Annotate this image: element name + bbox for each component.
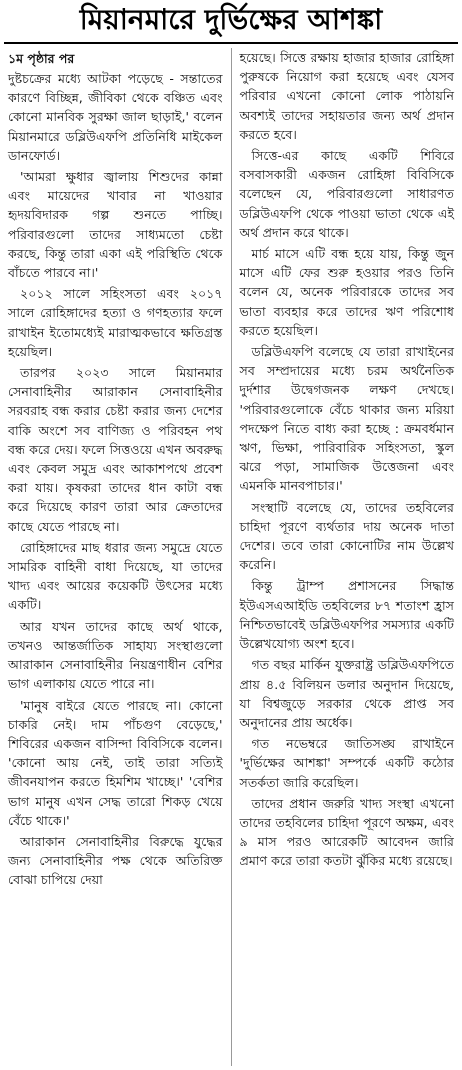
left-column bbox=[4, 48, 232, 1066]
paragraph: আরাকান সেনাবাহিনীর বিরুদ্ধে যুদ্ধের জন্য সেনাবাহিনীর পক্ষ থেকে অতিরিক্ত বোঝা চাপিয়ে দেয়া bbox=[8, 833, 223, 888]
paragraph: গত বছর মার্কিন যুক্তরাষ্ট্র ডব্লিউএফপিতে প্রায় ৪.৫ বিলিয়ন ডলার অনুদান দিয়েছে, যা বিশ্বজুড়ে সরকার থেকে প্রাপ্ত সব অনুদানের প্রায় অর্ধেক। bbox=[239, 657, 454, 730]
headline: মিয়ানমারে দুর্ভিক্ষের আশঙ্কা bbox=[4, 0, 458, 44]
paragraph: ডব্লিউএফপি বলেছে যে তারা রাখাইনের সব সম্প্রদায়ের মধ্যে চরম অর্থনৈতিক দুর্দশার উদ্বেগজনক লক্ষণ দেখছে। 'পরিবারগুলোকে বেঁচে থাকার জন্য মরিয়া পদক্ষেপ নিতে বাধ্য করা হচ্ছে : ক্রমবর্ধমান ঋণ, ভিক্ষা, পারিবারিক সহিংসতা, স্কুল ঝরে পড়া, সামাজিক উত্তেজনা এবং এমনকি মানবপাচার।' bbox=[239, 344, 454, 494]
paragraph: সিত্তে-এর কাছে একটি শিবিরে বসবাসকারী একজন রোহিঙ্গা বিবিসিকে বলেছেন যে, পরিবারগুলো সাধারণত ডব্লিউএফপি থেকে পাওয়া ভাতা থেকে এই অর্থ প্রদান করে থাকে। bbox=[239, 148, 454, 240]
paragraph: রোহিঙ্গাদের মাছ ধরার জন্য সমুদ্রে যেতে সামরিক বাহিনী বাধা দিয়েছে, যা তাদের খাদ্য এবং আয়ের কয়েকটি উৎসের মধ্যে একটি। bbox=[8, 539, 223, 613]
continued-from-label: ১ম পৃষ্ঠার পর bbox=[8, 51, 75, 66]
paragraph: মার্চ মাসে এটি বন্ধ হয়ে যায়, কিন্তু জুন মাসে এটি ফের শুরু হওয়ার পরও তিনি বলেন যে, অনেক পরিবারকে তাদের সব ভাতা ব্যবহার করে তাদের ঋণ পরিশোধ করতে হয়েছিল। bbox=[239, 246, 454, 338]
article-body bbox=[4, 48, 458, 1066]
paragraph: 'আমরা ক্ষুধার জ্বালায় শিশুদের কান্না এবং মায়েদের খাবার না খাওয়ার হৃদয়বিদারক গল্প শুনতে পাচ্ছি। পরিবারগুলো তাদের সাধ্যমতো চেষ্টা করছে, কিন্তু তারা একা এই পরিস্থিতি থেকে বাঁচতে পারবে না।' bbox=[8, 169, 223, 281]
paragraph: সংস্থাটি বলেছে যে, তাদের তহবিলের চাহিদা পূরণে ব্যর্থতার দায় অনেক দাতা দেশের। তবে তারা কোনোটির নাম উল্লেখ করেনি। bbox=[239, 499, 454, 573]
paragraph: ২০১২ সালে সহিংসতা এবং ২০১৭ সালে রোহিঙ্গাদের হত্যা ও গণহত্যার ফলে রাখাইন ইতোমধ্যেই মারাত্মকভাবে ক্ষতিগ্রস্ত হয়েছিল। bbox=[8, 286, 223, 359]
right-column bbox=[232, 48, 459, 1066]
paragraph: গত নভেম্বরে জাতিসঙ্ঘ রাখাইনে 'দুর্ভিক্ষের আশঙ্কা' সম্পর্কে একটি কঠোর সতর্কতা জারি করেছিল। bbox=[239, 736, 454, 790]
paragraph: আর যখন তাদের কাছে অর্থ থাকে, তখনও আন্তর্জাতিক সাহায্য সংস্থাগুলো আরাকান সেনাবাহিনীর নিয়ন্ত্রণাধীন বেশির ভাগ এলাকায় যেতে পারে না। bbox=[8, 618, 223, 692]
paragraph: কিন্তু ট্রাম্প প্রশাসনের সিদ্ধান্ত ইউএসএআইডি তহবিলের ৮৭ শতাংশ হ্রাস নিশ্চিতভাবেই ডব্লিউএফপির সমস্যার একটি উল্লেখযোগ্য অংশ হবে। bbox=[239, 578, 454, 652]
paragraph: তাদের প্রধান জরুরি খাদ্য সংস্থা এখনো তাদের তহবিলের চাহিদা পূরণে অক্ষম, এবং ৯ মাস পরও আরেকটি আবেদন জারি প্রমাণ করে তারা কতটা ঝুঁকির মধ্যে রয়েছে। bbox=[239, 795, 454, 869]
paragraph: দুষ্টচক্রের মধ্যে আটকা পড়েছে - সন্তাতের কারণে বিচ্ছিন্ন, জীবিকা থেকে বঞ্চিত এবং কোনো মানবিক সুরক্ষা জাল ছাড়াই,' বলেন মিয়ানমারে ডব্লিউএফপি প্রতিনিধি মাইকেল ডানফোর্ড। bbox=[8, 71, 223, 163]
paragraph: হয়েছে। সিত্তে রক্ষায় হাজার হাজার রোহিঙ্গা পুরুষকে নিয়োগ করা হয়েছে এবং যেসব পরিবার এখনো কোনো লোক পাঠায়নি অবশ্যই তাদের সহায়তার জন্য অর্থ প্রদান করতে হবে। bbox=[239, 50, 454, 142]
paragraph: তারপর ২০২৩ সালে মিয়ানমার সেনাবাহিনীর আরাকান সেনাবাহিনীর সরবরাহ বন্ধ করার চেষ্টা করার জন্য দেশের বাকি অংশে সব বাণিজ্য ও পরিবহন পথ বন্ধ করে দেয়। ফলে সিত্তওয়ে এখন অবরুদ্ধ এবং কেবল সমুদ্র এবং আকাশপথে প্রবেশ করা যায়। কৃষকরা তাদের ধান কাটা বন্ধ করে দিয়েছে কারণ তারা আর ক্রেতাদের কাছে যেতে পারছে না। bbox=[8, 365, 223, 534]
paragraph: 'মানুষ বাইরে যেতে পারছে না। কোনো চাকরি নেই। দাম পাঁচগুণ বেড়েছে,' শিবিরের একজন বাসিন্দা বিবিসিকে বলেন। 'কোনো আয় নেই, তাই তারা সত্যিই জীবনযাপন করতে হিমশিম খাচ্ছে।' 'বেশির ভাগ মানুষ এখন সেদ্ধ তারো শিকড় খেয়ে বেঁচে থাকে।' bbox=[8, 697, 223, 828]
